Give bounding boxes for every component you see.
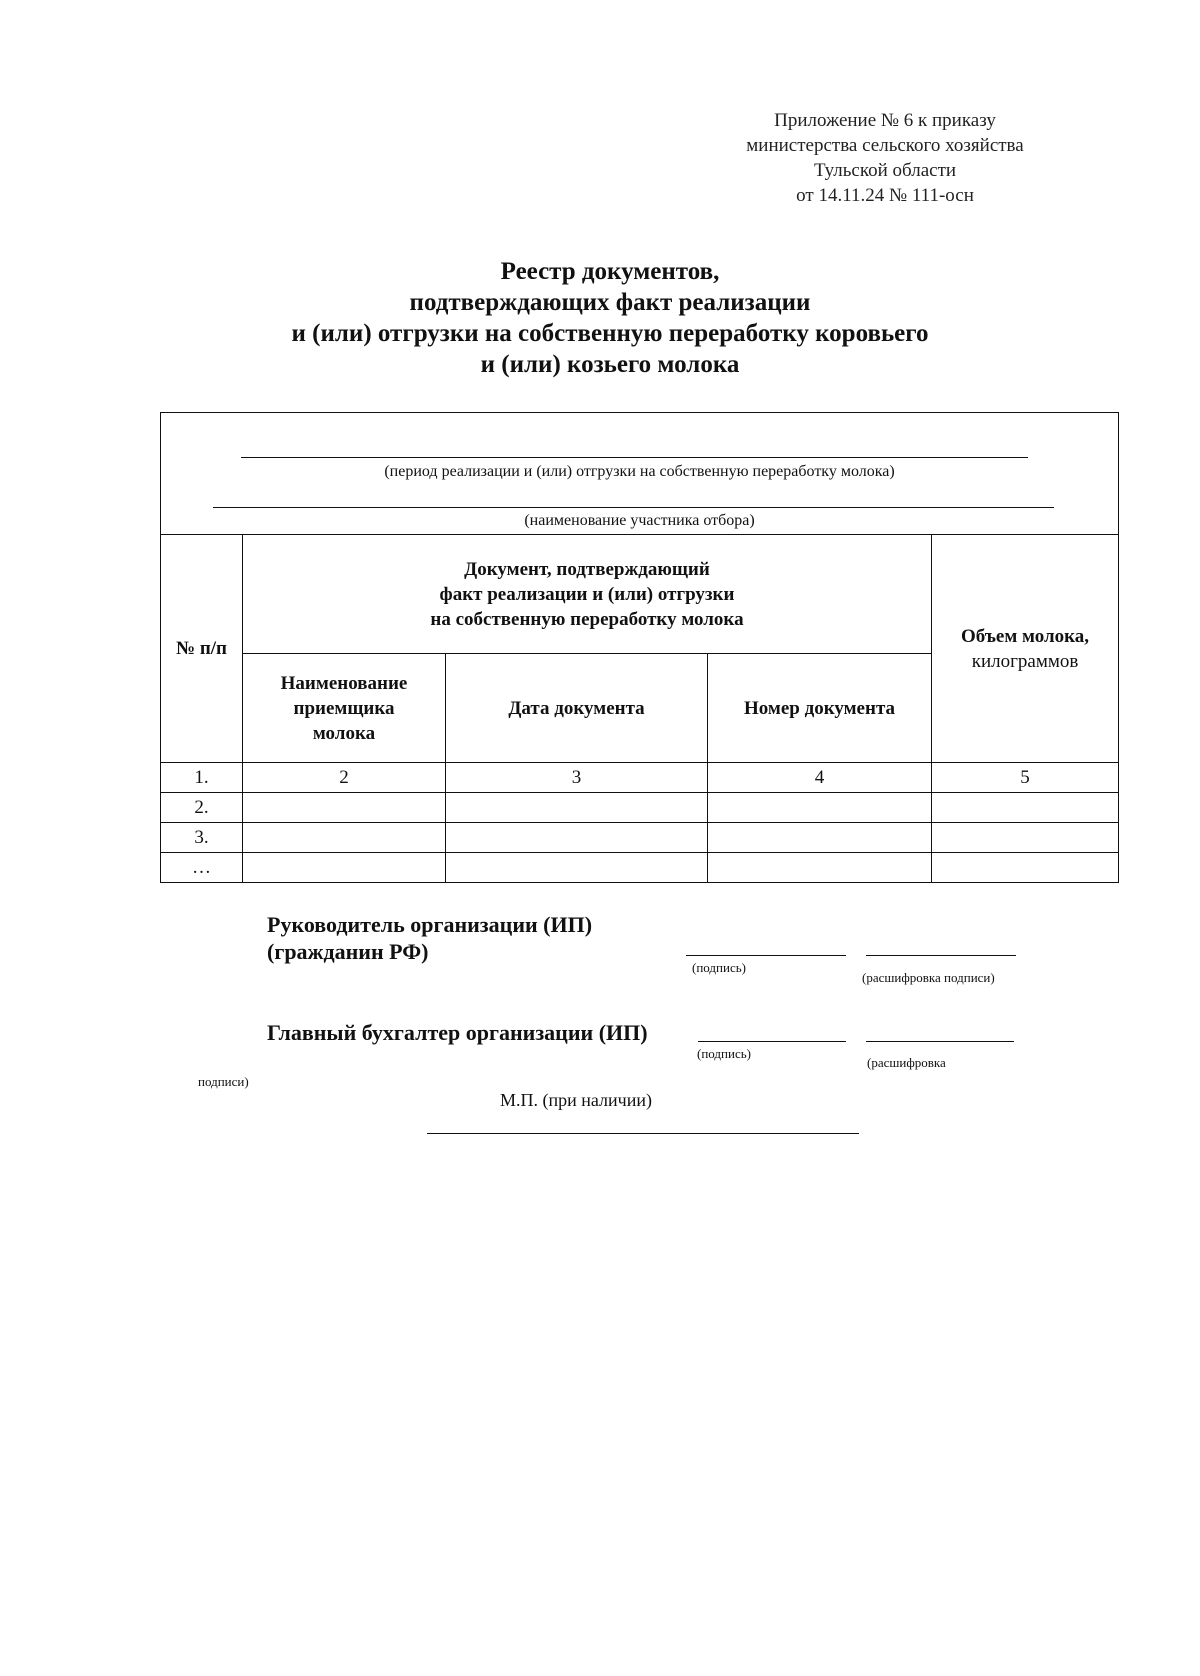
receiver-cell[interactable] [243,793,446,823]
row-number-cell: 3. [161,823,243,853]
title-line: подтверждающих факт реализации [409,289,811,316]
column-number-cell: 2 [243,763,446,793]
head-signature-line[interactable] [686,955,846,956]
row-number-cell: 2. [161,793,243,823]
doc-group-header [243,535,932,654]
column-number-cell: 4 [708,763,932,793]
date-cell[interactable] [446,793,708,823]
accountant-decoding-caption: (расшифровка [867,1055,946,1070]
doc-group-line: факт реализации и (или) отгрузки [439,583,735,605]
head-label-line: (гражданин РФ) [267,939,429,964]
receiver-cell[interactable] [243,823,446,853]
col-number-header: № п/п [161,535,243,763]
receiver-header-line: приемщика [293,697,395,719]
column-numbering-row [161,763,1119,793]
signature-caption: (подпись) [692,960,746,975]
title-line: Реестр документов, [500,258,720,285]
table-row [161,853,1119,883]
date-cell[interactable] [446,823,708,853]
appendix-line: Тульской области [813,160,957,181]
col-receiver-header [243,654,446,763]
title-line: и (или) отгрузки на собственную переработку коровьего [291,320,929,347]
doc-number-cell[interactable] [708,853,932,883]
accountant-decoding-line[interactable] [866,1041,1014,1042]
volume-header-unit: килограммов [971,650,1079,672]
participant-input-line[interactable] [213,507,1054,508]
doc-group-line: Документ, подтверждающий [464,558,710,580]
receiver-cell[interactable] [243,853,446,883]
stamp-line [427,1133,859,1134]
accountant-signature-label: Главный бухгалтер организации (ИП) [267,1020,648,1045]
accountant-signature-caption: (подпись) [697,1046,751,1061]
stamp-placeholder: М.П. (при наличии) [500,1090,652,1110]
decoding-caption: (расшифровка подписи) [862,970,995,985]
participant-caption: (наименование участника отбора) [524,512,755,529]
date-cell[interactable] [446,853,708,883]
doc-group-line: на собственную переработку молока [430,608,744,630]
column-number-cell: 3 [446,763,708,793]
receiver-header-line: Наименование [280,672,408,694]
accountant-decoding-caption-cont: подписи) [198,1074,249,1089]
volume-cell[interactable] [932,853,1119,883]
head-signature-label [267,911,592,965]
table-header-fields [161,413,1119,535]
head-decoding-line[interactable] [866,955,1016,956]
head-label-line: Руководитель организации (ИП) [267,912,593,937]
receiver-header-line: молока [312,722,376,744]
accountant-signature-line[interactable] [698,1041,846,1042]
appendix-line: Приложение № 6 к приказу [774,110,996,131]
volume-cell[interactable] [932,793,1119,823]
document-title [150,256,1070,380]
appendix-date-line: от 14.11.24 № 111-осн [796,185,974,206]
volume-cell[interactable] [932,823,1119,853]
doc-number-cell[interactable] [708,793,932,823]
table-row [161,823,1119,853]
volume-header [932,535,1119,763]
appendix-block [690,108,1080,208]
row-number-cell: … [161,853,243,883]
doc-number-cell[interactable] [708,823,932,853]
col-doc-number-header: Номер документа [708,654,932,763]
period-caption: (период реализации и (или) отгрузки на собственную переработку молока) [384,463,895,480]
appendix-line: министерства сельского хозяйства [746,135,1024,156]
table-row [161,793,1119,823]
title-line: и (или) козьего молока [480,351,740,378]
col-date-header: Дата документа [446,654,708,763]
column-number-cell: 1. [161,763,243,793]
volume-header-line: Объем молока, [961,625,1090,647]
registry-table [160,412,1119,883]
period-input-line[interactable] [241,457,1028,458]
column-number-cell: 5 [932,763,1119,793]
